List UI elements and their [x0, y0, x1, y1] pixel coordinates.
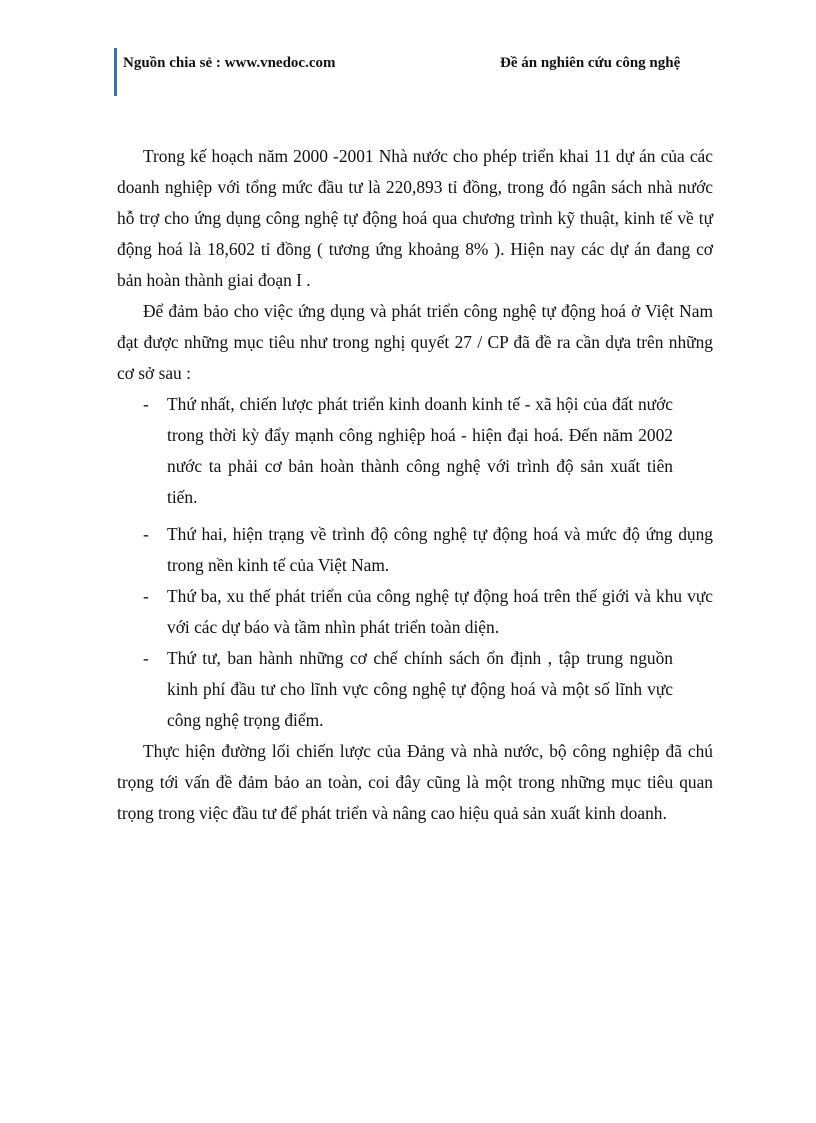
basis-list [117, 389, 713, 736]
list-item-text: Thứ hai, hiện trạng về trình độ công nghệ tự động hoá và mức độ ứng dụng trong nền kinh tế của Việt Nam. [167, 524, 713, 575]
page-header [114, 48, 714, 96]
document-body [117, 141, 713, 829]
list-dash: - [143, 648, 149, 668]
header-source: Nguồn chia sẻ : www.vnedoc.com [123, 55, 336, 71]
list-item-text: Thứ tư, ban hành những cơ chế chính sách ổn định , tập trung nguồn kinh phí đầu tư cho lĩnh vực công nghệ tự động hoá và một số lĩnh vực công nghệ trọng điểm. [167, 648, 673, 730]
list-item [117, 643, 673, 736]
header-accent-bar [114, 48, 117, 96]
list-dash: - [143, 524, 149, 544]
paragraph-1: Trong kế hoạch năm 2000 -2001 Nhà nước cho phép triển khai 11 dự án của các doanh nghiệp với tổng mức đầu tư là 220,893 tỉ đồng, trong đó ngân sách nhà nước hỗ trợ cho ứng dụng công nghệ tự động hoá qua chương trình kỹ thuật, kinh tế về tự động hoá là 18,602 tỉ đồng ( tương ứng khoảng 8% ). Hiện nay các dự án đang cơ bản hoàn thành giai đoạn I . [117, 146, 713, 290]
paragraph-2: Để đảm bảo cho việc ứng dụng và phát triển công nghệ tự động hoá ở Việt Nam đạt được những mục tiêu như trong nghị quyết 27 / CP đã đề ra cần dựa trên những cơ sở sau : [117, 301, 713, 383]
list-dash: - [143, 586, 149, 606]
list-item [117, 519, 713, 581]
header-document-title: Đề án nghiên cứu công nghệ [500, 55, 681, 71]
list-dash: - [143, 394, 149, 414]
list-item [117, 581, 713, 643]
list-item [117, 389, 673, 513]
list-item-text: Thứ ba, xu thế phát triển của công nghệ tự động hoá trên thế giới và khu vực với các dự báo và tầm nhìn phát triển toàn diện. [167, 586, 713, 637]
paragraph-3: Thực hiện đường lối chiến lược của Đảng và nhà nước, bộ công nghiệp đã chú trọng tới vấn đề đảm bảo an toàn, coi đây cũng là một trong những mục tiêu quan trọng trong việc đầu tư để phát triển và nâng cao hiệu quả sản xuất kinh doanh. [117, 741, 713, 823]
list-item-text: Thứ nhất, chiến lược phát triển kinh doanh kinh tế - xã hội của đất nước trong thời kỳ đẩy mạnh công nghiệp hoá - hiện đại hoá. Đến năm 2002 nước ta phải cơ bản hoàn thành công nghệ với trình độ sản xuất tiên tiến. [167, 394, 673, 507]
